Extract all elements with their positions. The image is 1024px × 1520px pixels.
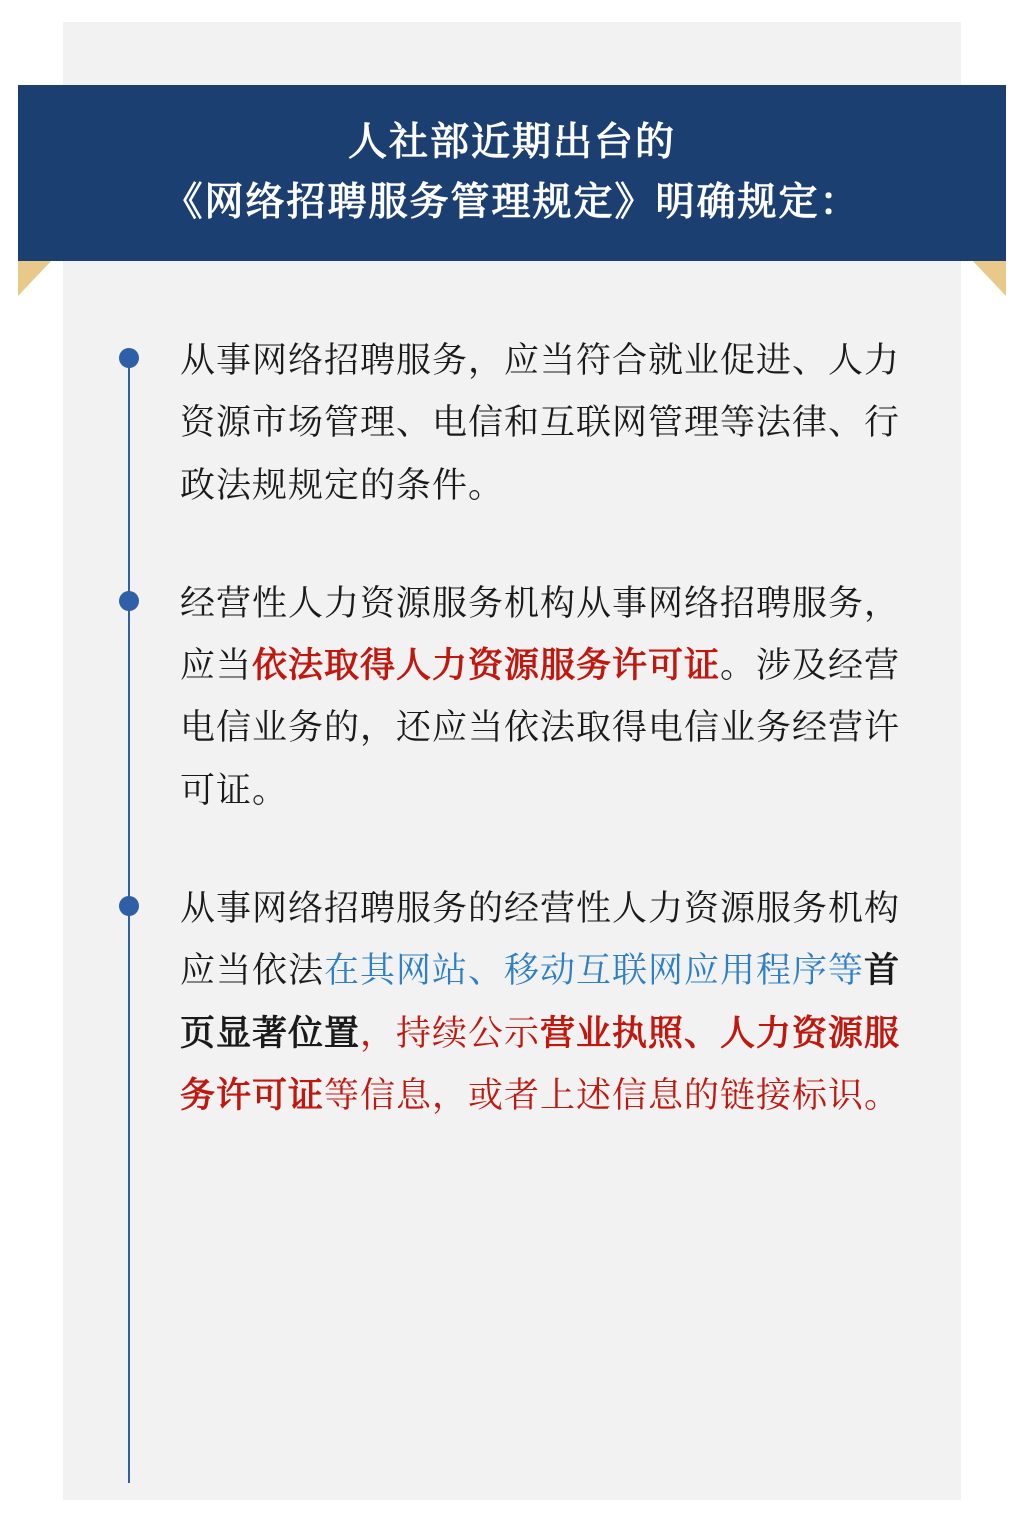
text-segment: 首页显著位置 [180, 951, 901, 1053]
title-banner [18, 85, 1006, 261]
bullet-icon [119, 348, 139, 368]
rules-list [128, 330, 928, 1183]
text-segment: 等信息，或者上述信息的链接标识。 [324, 1075, 901, 1115]
bullet-icon [119, 591, 139, 611]
text-segment: 。涉及经营电信业务的，还应当依法取得电信业务经营许可证。 [180, 646, 901, 810]
rule-text-2 [180, 573, 928, 822]
ribbon-tail-left [18, 258, 54, 296]
banner-title-line-1: 人社部近期出台的 [347, 120, 676, 164]
text-segment: 营业执照、人力资源服务许可证 [180, 1013, 901, 1115]
ribbon-tail-right [970, 258, 1006, 296]
text-segment: 在其网站、移动互联网应用程序等 [324, 951, 865, 991]
banner-title-line-2: 《网络招聘服务管理规定》明确规定： [163, 181, 861, 224]
text-segment: 经营性人力资源服务机构从事网络招聘服务，应当 [180, 583, 901, 686]
list-item [128, 878, 928, 1127]
list-item [128, 573, 928, 822]
text-segment: 从事网络招聘服务的经营性人力资源服务机构应当依法 [180, 889, 901, 991]
rule-text-3 [180, 878, 928, 1127]
text-segment: 从事网络招聘服务，应当符合就业促进、人力资源市场管理、电信和互联网管理等法律、行政法规规定的条件。 [180, 341, 901, 505]
rule-text-1 [180, 330, 928, 517]
bullet-icon [119, 896, 139, 916]
text-segment: 依法取得人力资源服务许可证 [252, 646, 721, 686]
text-segment: ，持续公示 [360, 1013, 541, 1053]
list-item [128, 330, 928, 517]
